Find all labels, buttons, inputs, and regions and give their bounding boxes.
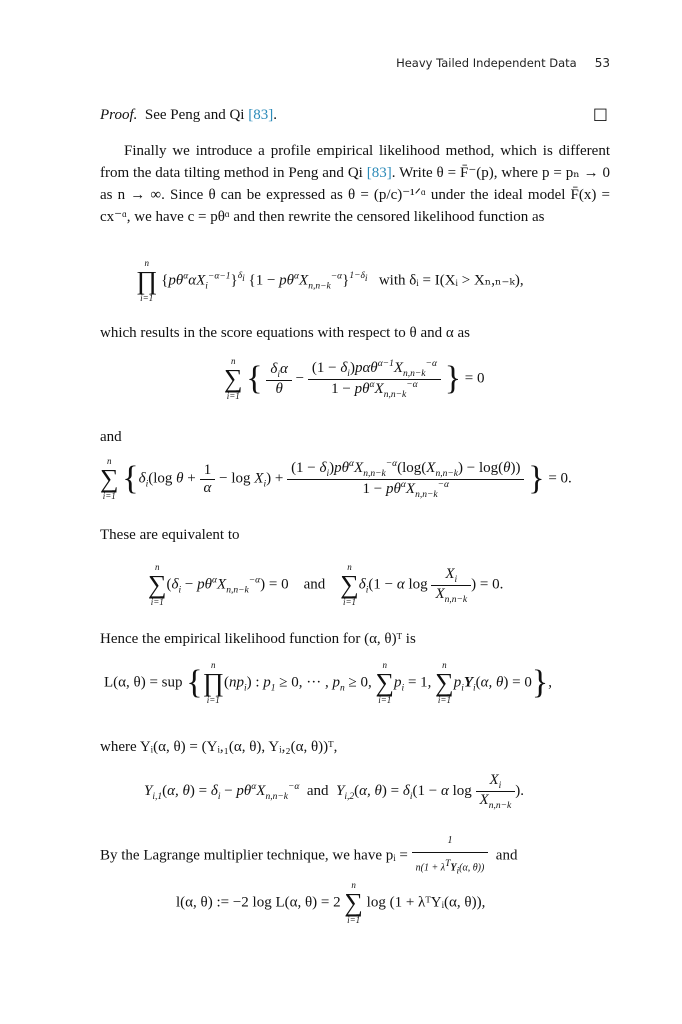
text-hence-words: Hence the empirical likelihood function for (α, θ)ᵀ is <box>100 631 416 647</box>
text-lagrange-words: By the Lagrange multiplier technique, we have pᵢ = <box>100 847 408 864</box>
sum-operator: n ∑ i=1 <box>224 356 243 401</box>
proof-line <box>100 104 610 126</box>
equation-empirical-likelihood: L(α, θ) = sup { n ∏ i=1 $(np_i)$ : $p_1 \ge 0$, ··· , $p_n \ge 0$, n ∑ i=1 $p_i = 1$, n ∑ i=1 $p_iY_i(\alpha$, θ) = 0}, <box>104 660 552 705</box>
log-likelihood-lhs: l(α, θ) := −2 log L(α, θ) = 2 <box>176 894 341 911</box>
fraction: $\frac{1}{\alpha}$ <box>200 462 216 497</box>
paragraph-intro-part2: . Write θ = F̄⁻(p), where p = pₙ → 0 as n → ∞. Since θ can be expressed as θ = (p/c)⁻¹ᐟᵅ under the ideal model F̄(x) = cx⁻ᵅ, we have c = pθᵅ and then rewrite the censored likelihood function as <box>100 165 610 225</box>
fraction: $\frac{(1 - \delta_i)p\theta^\alpha X_{n,n-k}^{-\alpha}(\log(X_{n,n-k}) - \log(\theta))}{1 - p\theta^\alpha X_{n,n-k}^{-\alpha}}$ <box>287 459 524 500</box>
paragraph-intro <box>100 140 610 228</box>
sum-operator: n ∑ i=1 <box>435 660 454 705</box>
paragraph-intro-part1: Finally we introduce a profile empirical likelihood method, which is different from the data tilting method in Peng and Qi <box>100 143 610 181</box>
fraction: $\frac{X_i}{X_{n,n-k}}$ <box>431 566 471 605</box>
text-and-word: and <box>100 429 122 445</box>
fraction-pi: $\frac{1}{n(1 + \lambda^TY_i(\alpha, \theta))}$ <box>412 830 489 882</box>
sum-operator: n ∑ i=1 <box>344 880 363 925</box>
text-and-2: and <box>495 847 518 864</box>
text-score: which results in the score equations with respect to θ and α as <box>100 325 470 341</box>
fraction: $\frac{(1 - \delta_i)p\alpha\theta^{\alpha-1}X_{n,n-k}^{-\alpha}}{1 - p\theta^\alpha X_{n,n-k}^{-\alpha}}$ <box>308 359 441 400</box>
qed-symbol: □ <box>592 104 608 123</box>
sum-operator: n ∑ i=1 <box>375 660 395 705</box>
equation-censored-likelihood: n ∏ i=1 $\{p\theta^\alpha\alpha X_i^{-\alpha-1}\}^{\delta_i}$ $\{1 - p\theta^\alpha X_{n,n-k}^{-\alpha}\}^{1-\delta_i}$ with δᵢ = I(Xᵢ > Xₙ,ₙ₋ₖ), <box>136 258 524 303</box>
likelihood-lhs: L(α, θ) = sup <box>104 674 183 691</box>
equation-score-alpha: n ∑ i=1 {$\delta_i(\log$ θ + $\frac{1}{\alpha}$ − $\log X_i$) + $\frac{(1 - \delta_i)p\theta^\alpha X_{n,n-k}^{-\alpha}(\log(X_{n,n-k}) - \log(\theta))}{1 - p\theta^\alpha X_{n,n-k}^{-\alpha}}$ } = 0. <box>100 456 572 501</box>
equation-score-theta: n ∑ i=1 { $\frac{\delta_i\alpha}{\theta}$ − $\frac{(1 - \delta_i)p\alpha\theta^{\alpha-1}X_{n,n-k}^{-\alpha}}{1 - p\theta^\alpha X_{n,n-k}^{-\alpha}}$ } = 0 <box>224 356 485 401</box>
text-lagrange <box>100 830 610 882</box>
equation-and-2: and <box>306 782 329 799</box>
equation-condition: with δᵢ = I(Xᵢ > Xₙ,ₙ₋ₖ), <box>378 272 524 289</box>
proof-tail: . <box>273 107 277 123</box>
sum-operator: n ∑ i=1 <box>340 562 359 607</box>
citation-link[interactable]: [83] <box>248 107 274 123</box>
product-operator: n ∏ i=1 <box>136 258 158 303</box>
log-likelihood-rhs: log (1 + λᵀYᵢ(α, θ)), <box>366 894 486 911</box>
page-number: 53 <box>594 56 610 70</box>
text-equivalent-words: These are equivalent to <box>100 527 240 543</box>
product-operator: n ∏ i=1 <box>202 660 224 705</box>
citation-link-2[interactable]: [83] <box>366 165 392 181</box>
proof-text: See Peng and Qi <box>144 107 245 123</box>
equation-log-likelihood <box>176 880 485 926</box>
text-equivalent <box>100 524 610 546</box>
equation-y-components: $Y_{i,1}(\alpha$, $\theta) = \delta_i - p\theta^\alpha X_{n,n-k}^{-\alpha}$ and $Y_{i,2}(\alpha$, $\theta) = \delta_i(1 - \alpha$ log $\frac{X_i}{X_{n,n-k}}$ ). <box>144 772 524 811</box>
text-and <box>100 426 610 448</box>
running-head <box>396 56 610 70</box>
text-hence <box>100 628 610 650</box>
running-title: Heavy Tailed Independent Data <box>396 56 577 70</box>
fraction: $\frac{X_i}{X_{n,n-k}}$ <box>476 772 516 811</box>
sum-operator: n ∑ i=1 <box>100 456 119 501</box>
text-where-words: where Yᵢ(α, θ) = (Yᵢ,₁(α, θ), Yᵢ,₂(α, θ))ᵀ, <box>100 739 338 755</box>
text-score-equations <box>100 322 610 344</box>
sum-operator: n ∑ i=1 <box>148 562 167 607</box>
proof-label: Proof. <box>100 107 138 123</box>
text-where <box>100 736 610 758</box>
equation-and: and <box>303 576 326 593</box>
equation-equivalent: n ∑ i=1 $(\delta_i - p\theta^\alpha X_{n,n-k}^{-\alpha}) = 0$ and n ∑ i=1 $\delta_i(1 - \alpha$ log $\frac{X_i}{X_{n,n-k}}$ ) = 0. <box>148 562 504 607</box>
fraction: $\frac{\delta_i\alpha}{\theta}$ <box>266 361 292 398</box>
